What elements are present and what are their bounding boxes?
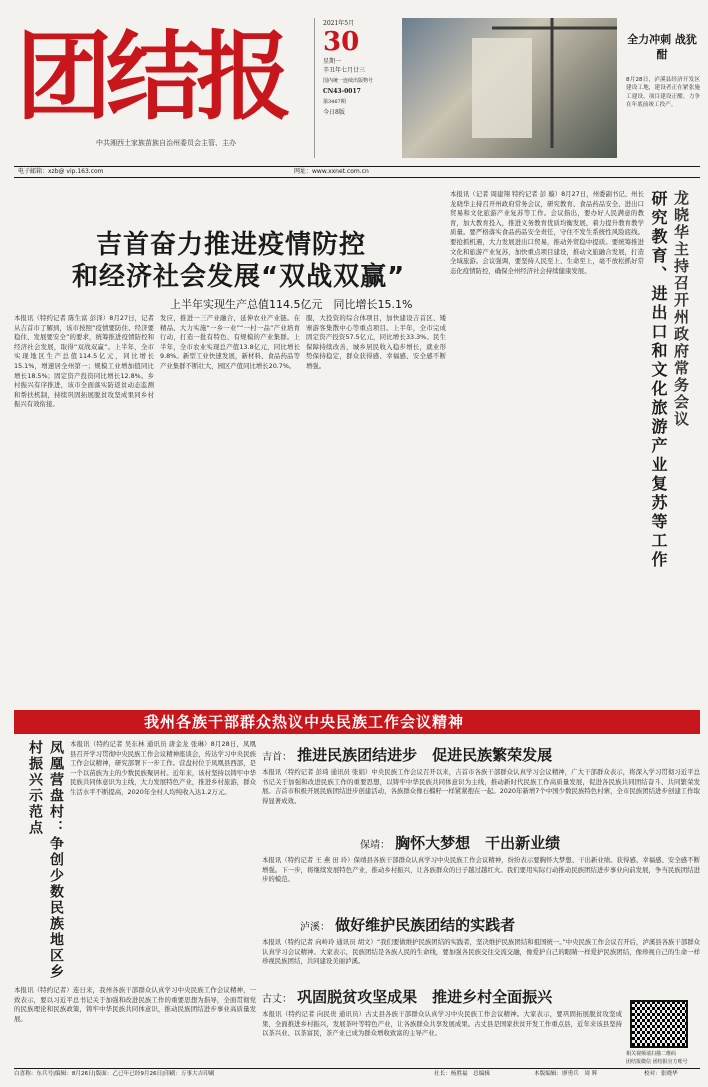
feature-banner — [14, 710, 700, 734]
story-2-body: 本报讯（特约记者 王 燕 田 玲）保靖县各族干部群众认真学习中央民族工作会议精神，纷纷表示要胸怀大梦想、干出新业绩。获得感、幸福感、安全感不断增强。下一步，将继续发展特色产业，推动乡村振兴，让各族群众的日子越过越红火。我们要用实际行动推动民族团结进步事业向前发展，争当民族团结进步的模范。 — [262, 856, 700, 884]
story-2-place: 保靖： — [360, 840, 390, 851]
corner-caption: 8月28日，泸溪县经济开发区建设工地，建设者正在紧张施工建设，项目建设正酣，力争在年底前竣工投产。 — [626, 77, 700, 109]
date-block — [314, 18, 394, 158]
story-3-heading — [300, 914, 700, 934]
story-4-place: 古丈： — [262, 994, 292, 1005]
masthead-sponsor: 中共湘西土家族苗族自治州委员会主管、主办 — [96, 139, 236, 147]
story-3-title: 做好维护民族团结的实践者 — [335, 916, 516, 934]
story-4-body: 本报讯（特约记者 向民贵 通讯员）古丈县各族干部群众认真学习中央民族工作会议精神。大家表示，要巩固拓展脱贫攻坚成果，全面推进乡村振兴，发展茶叶等特色产业，让各族群众共享发展成果。古丈县是国家扶贫开发工作重点县，近年来该县坚持以茶兴业、以茶富民，茶产业已成为群众增收致富的主导产业。 — [262, 1010, 622, 1038]
right-story-title-2: 研究教育、进出口和文化旅游产业复苏等工作 — [649, 190, 668, 570]
masthead — [14, 14, 700, 166]
photo-building — [472, 38, 532, 138]
weekday: 星期一 — [323, 58, 342, 65]
story-2-heading — [360, 832, 700, 852]
cn-number: 国内统一连续出版物号 — [323, 78, 374, 84]
contact-website: 网址：www.xxnet.com.cn — [294, 168, 369, 175]
feature-banner-text: 我州各族干部群众热议中央民族工作会议精神 — [144, 713, 465, 731]
lead-headline-1: 吉首奋力推进疫情防控 — [96, 230, 367, 260]
right-story-body: 本报讯（记者 周建翔 特约记者 彭 璇）8月27日，州委副书记、州长龙晓华主持召开州政府常务会议，研究教育、食品药品安全、进出口贸易和文化旅游产业复苏等工作。会议指出，要办好人民满意的教育，加大教育投入，推进义务教育优质均衡发展，着力提升教育教学质量。要严格落实食品药品安全责任，守住不发生系统性风险底线。要抢抓机遇，大力发展进出口贸易，推动外贸稳中提质。要统筹推进文化和旅游产业复苏，加快重点项目建设，推动文旅融合发展，打造全域旅游。会议强调，要坚持人民至上、生命至上，毫不放松抓好常态化疫情防控，确保全州经济社会持续健康发展。 — [450, 190, 644, 275]
qr-more: 相关视频请扫描二维码 — [626, 1051, 677, 1057]
footer — [14, 1068, 700, 1080]
feature-side-body: 本报讯（特约记者 吴东林 通讯员 唐金龙 张琳）8月28日，凤凰县召开学习贯彻中央民族工作会议精神座谈会，传达学习中央民族工作会议精神，研究部署下一步工作。营盘村位于凤凰县西部，是一个以苗族为主的少数民族聚居村。近年来，该村坚持以铸牢中华民族共同体意识为主线，大力发展特色产业，推进乡村旅游，群众生活水平不断提高，2020年全村人均纯收入达1.2万元。 — [70, 740, 256, 796]
story-2-title: 胸怀大梦想 干出新业绩 — [395, 834, 561, 852]
qr-caption: 团结报微信 团结报官方账号 — [626, 1059, 688, 1065]
feature-left-bottom: 本报讯（特约记者）连日来，我州各族干部群众认真学习中央民族工作会议精神，一致表示，要以习近平总书记关于加强和改进民族工作的重要思想为指导，全面贯彻党的民族理论和民族政策，铸牢中华民族共同体意识，推动民族团结进步事业高质量发展。 — [14, 986, 256, 1023]
lunar-date: 辛丑年七月廿三 — [323, 67, 366, 74]
lead-headline-2: 和经济社会发展“双战双赢” — [72, 262, 406, 292]
date-line: 2021年5月 — [323, 20, 355, 27]
lead-subheadline: 上半年实现生产总值114.5亿元 同比增长15.1% — [170, 298, 413, 311]
contact-bar — [14, 166, 700, 178]
story-1-place: 吉首： — [262, 752, 292, 763]
edition: 今日8版 — [323, 109, 345, 116]
corner-title: 全力冲刺 战犹酣 — [627, 33, 697, 61]
story-4-heading — [262, 986, 622, 1006]
lead-body-col2: 发应，推进一三产业融合，延伸农业产业链。在精品、大力实施“一乡一业”“一村一品”产业培育行动，打造一批有特色、有规模的产业集群。上半年，全市农业实现总产值13.8亿元，同比增长9.8%。新型工业快速发展，新材料、食品药品等产业集群不断壮大，园区产值同比增长20.7%。 — [160, 314, 300, 370]
masthead-photo — [402, 18, 617, 158]
issue: 第3467期 — [323, 99, 346, 105]
story-1-heading — [262, 744, 700, 764]
qr-code[interactable] — [630, 1000, 688, 1048]
contact-email: 电子邮箱：xzb@ vip.163.com — [18, 168, 104, 175]
lead-body-col3: 服，大投资的综合体项目，加快建设吉首区、矮寨游客集散中心等重点项目。上半年，全市完成固定资产投资57.5亿元，同比增长33.3%。民生保障持续改善，城乡居民收入稳步增长，就业形势保持稳定，群众获得感、幸福感、安全感不断增强。 — [306, 314, 446, 370]
story-1-body: 本报讯（特约记者 彭琦 通讯员 张娟）中央民族工作会议召开以来，吉首市各族干部群众认真学习会议精神，广大干部群众表示，将深入学习贯彻习近平总书记关于加强和改进民族工作的重要思想，以铸牢中华民族共同体意识为主线，推动新时代民族工作高质量发展，促进各民族共同团结奋斗、共同繁荣发展。吉首市积极开展民族团结进步创建活动，各族群众像石榴籽一样紧紧抱在一起。2020年新增7个中国少数民族特色村寨，全市民族团结进步创建工作取得显著成效。 — [262, 768, 700, 805]
feature-side-title: 凤凰营盘村：争创少数民族地区乡村振兴示范点 — [27, 740, 64, 980]
cn-code: CN43-0017 — [323, 88, 361, 95]
story-1-title: 推进民族团结进步 促进民族繁荣发展 — [297, 746, 553, 764]
masthead-logo: 团结报 — [16, 20, 286, 133]
story-3-place: 泸溪： — [300, 922, 330, 933]
story-4-title: 巩固脱贫攻坚成果 推进乡村全面振兴 — [297, 988, 553, 1006]
footer-left: 白喜称：东兵号|编辑：8月26日|版面：乙已年已经9月26日|印刷：万事大吉印刷 — [14, 1071, 215, 1077]
lead-body-col1: 本报讯（特约记者 陈生富 彭泽）8月27日，记者从吉首市了解到，该市按照“疫情要防住、经济要稳住、发展要安全”的要求，统筹推进疫情防控和经济社会发展，取得“双战双赢”。上半年，全市实现地区生产总值114.5亿元，同比增长15.1%，增速居全州第一；规模工业增加值同比增长18.5%；固定资产投资同比增长12.8%。乡村振兴有序推进，该市全面落实防返贫动态监测和帮扶机制，持续巩固拓展脱贫攻坚成果同乡村振兴有效衔接。 — [14, 314, 154, 409]
date-day: 30 — [323, 27, 360, 57]
right-story-title-1: 龙晓华主持召开州政府常务会议 — [672, 190, 690, 428]
story-3-body: 本报讯（特约记者 向岭玲 通讯员 胡文）“我们要做维护民族团结的实践者，坚决维护民族团结和祖国统一。”中央民族工作会议召开后，泸溪县各族干部群众认真学习会议精神。大家表示，民族团结是各族人民的生命线，要加强各民族交往交流交融，像爱护自己的眼睛一样爱护民族团结，像珍视自己的生命一样珍视民族团结，共同建设美丽泸溪。 — [262, 938, 700, 966]
footer-layout: 社长：杨胜福 总编辑 — [434, 1071, 490, 1077]
footer-editor: 本版编辑：廖勇兵 周 辉 — [534, 1071, 598, 1077]
footer-proof: 校对：张晓华 — [644, 1071, 678, 1077]
